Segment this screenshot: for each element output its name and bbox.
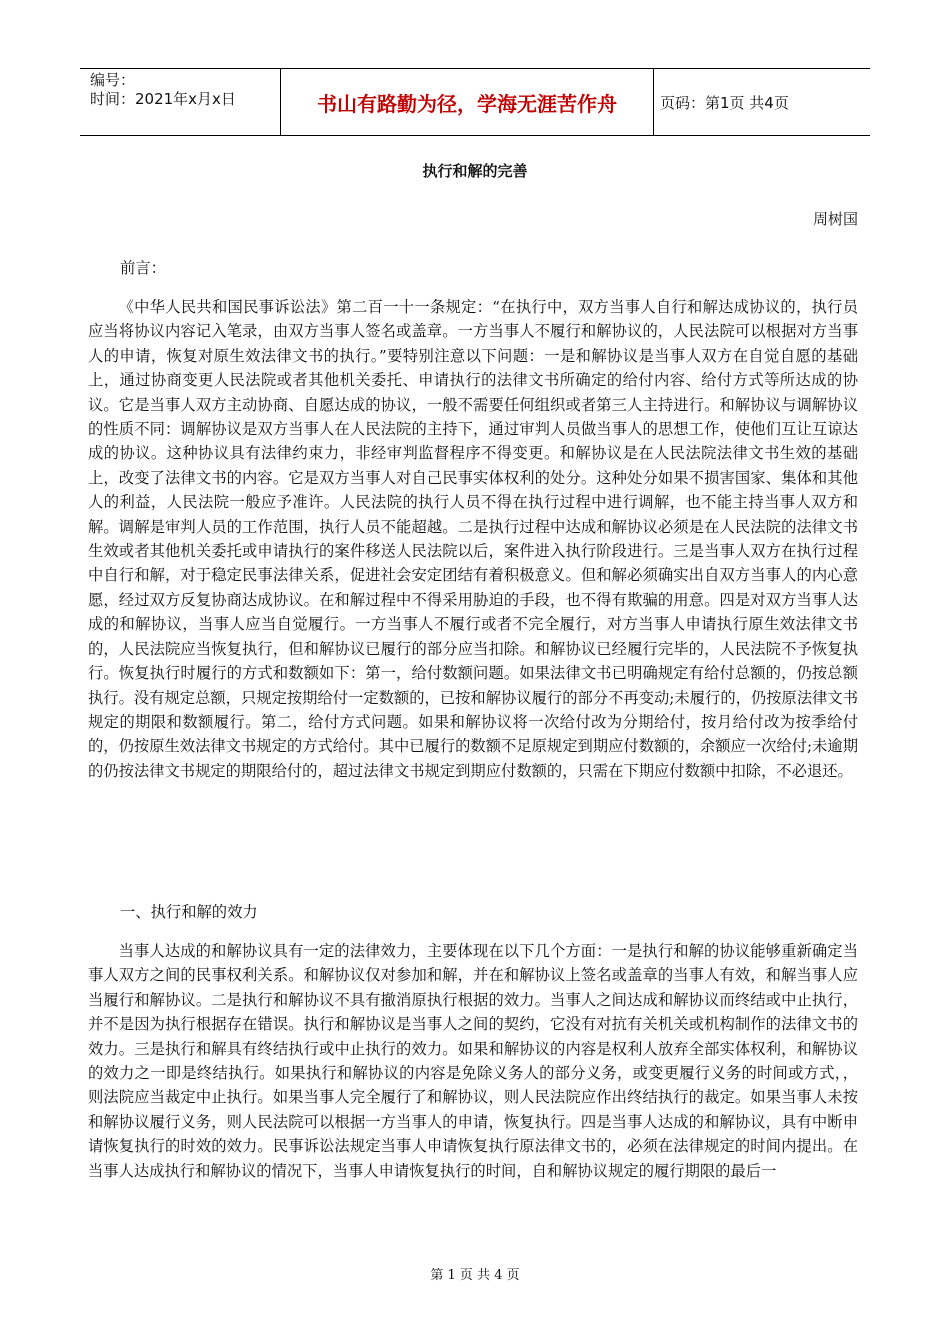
document-number-label: 编号： <box>90 71 136 89</box>
body-paragraph: 《中华人民共和国民事诉讼法》第二百一十一条规定：“在执行中，双方当事人自行和解达成协议的，执行员应当将协议内容记入笔录，由双方当事人签名或盖章。一方当事人不履行和解协议的，人民法院可以根据对方当事人的申请，恢复对原生效法律文书的执行。”要特别注意以下问题：一是和解协议是当事人双方在自觉自愿的基础上，通过协商变更人民法院或者其他机关委托、申请执行的法律文书所确定的给付内容、给付方式等所达成的协议。它是当事人双方主动协商、自愿达成的协议，一般不需要任何组织或者第三人主持进行。和解协议与调解协议的性质不同：调解协议是双方当事人在人民法院的主持下，通过审判人员做当事人的思想工作，使他们互让互谅达成的协议。这种协议具有法律约束力，非经审判监督程序不得变更。和解协议是在人民法院法律文书生效的基础上，改变了法律文书的内容。它是双方当事人对自己民事实体权利的处分。这种处分如果不损害国家、集体和其他人的利益，人民法院一般应予准许。人民法院的执行人员不得在执行过程中进行调解，也不能主持当事人双方和解。调解是审判人员的工作范围，执行人员不能超越。二是执行过程中达成和解协议必须是在人民法院的法律文书生效或者其他机关委托或申请执行的案件移送人民法院以后，案件进入执行阶段进行。三是当事人双方在执行过程中自行和解，对于稳定民事法律关系，促进社会安定团结有着积极意义。但和解必须确实出自双方当事人的内心意愿，经过双方反复协商达成协议。在和解过程中不得采用胁迫的手段，也不得有欺骗的用意。四是对双方当事人达成的和解协议，当事人应当自觉履行。一方当事人不履行或者不完全履行，对方当事人申请执行原生效法律文书的，人民法院应当恢复执行，但和解协议已履行的部分应当扣除。和解协议已经履行完毕的，人民法院不予恢复执行。恢复执行时履行的方式和数额如下：第一，给付数额问题。如果法律文书已明确规定有给付总额的，仍按总额执行。没有规定总额，只规定按期给付一定数额的，已按和解协议履行的部分不再变动;未履行的，仍按原法律文书规定的期限和数额履行。第二，给付方式问题。如果和解协议将一次给付改为分期给付，按月给付改为按季给付的，仍按原生效法律文书规定的方式给付。其中已履行的数额不足原规定到期应付数额的，余额应一次给付;未逾期的仍按法律文书规定的期限给付的，超过法律文书规定到期应付数额的，只需在下期应付数额中扣除，不必退还。 <box>88 298 859 780</box>
document-time-label: 时间：2021年x月x日 <box>90 90 236 108</box>
header-page-label: 页码：第1页 共4页 <box>660 93 789 112</box>
page-footer: 第 1 页 共 4 页 <box>430 1268 520 1283</box>
document-author: 周树国 <box>812 210 858 228</box>
body-paragraph: 当事人达成的和解协议具有一定的法律效力，主要体现在以下几个方面：一是执行和解的协议能够重新确定当事人双方之间的民事权利关系。和解协议仅对参加和解，并在和解协议上签名或盖章的当事人有效，和解当事人应当履行和解协议。二是执行和解协议不具有撤消原执行根据的效力。当事人之间达成和解协议而终结或中止执行，并不是因为执行根据存在错误。执行和解协议是当事人之间的契约，它没有对抗有关机关或机构制作的法律文书的效力。三是执行和解具有终结执行或中止执行的效力。如果和解协议的内容是权利人放弃全部实体权利，和解协议的效力之一即是终结执行。如果执行和解协议的内容是免除义务人的部分义务，或变更履行义务的时间或方式，，则法院应当裁定中止执行。如果当事人完全履行了和解协议，则人民法院应作出终结执行的裁定。如果当事人未按和解协议履行义务，则人民法院可以根据一方当事人的申请，恢复执行。四是当事人达成的和解协议，具有中断申请恢复执行的时效的效力。民事诉讼法规定当事人申请恢复执行原法律文书的，必须在法律规定的时间内提出。在当事人达成执行和解协议的情况下，当事人申请恢复执行的时间，自和解协议规定的履行期限的最后一 <box>88 942 858 1180</box>
document-title: 执行和解的完善 <box>422 162 528 180</box>
header-meta <box>80 69 280 135</box>
header-motto: 书山有路勤为径，学海无涯苦作舟 <box>280 69 654 135</box>
section-heading: 一、执行和解的效力 <box>120 903 258 921</box>
preface-heading: 前言： <box>120 259 166 277</box>
header-table <box>80 68 870 136</box>
